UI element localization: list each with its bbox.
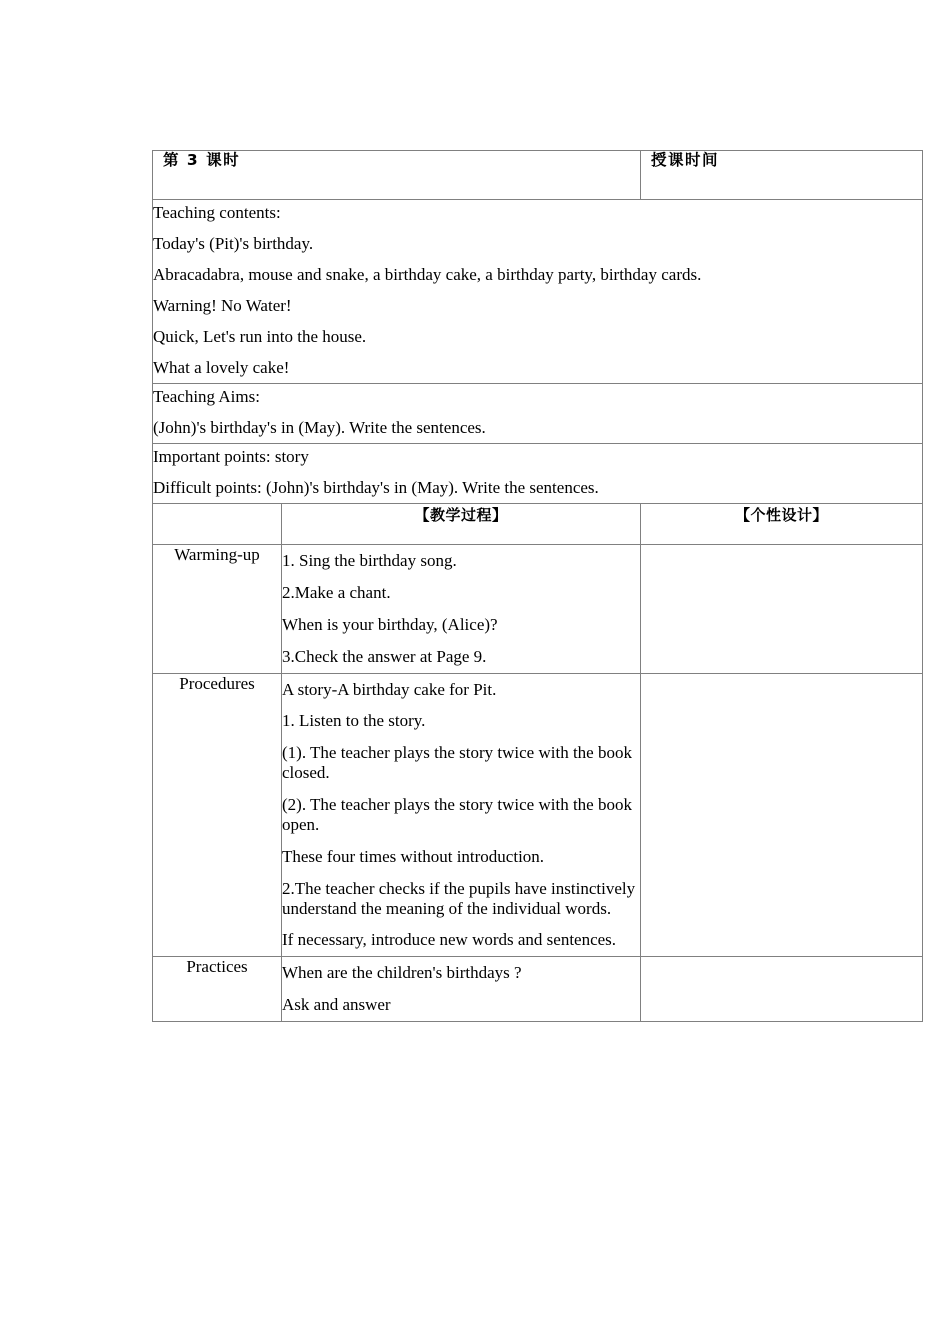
process-cell-practices [282, 957, 641, 1022]
class-time-label: 授课时间 [651, 151, 720, 169]
teaching-contents-line: Today's (Pit)'s birthday. [153, 234, 314, 253]
stage-column-header [153, 504, 282, 545]
stage-label: Practices [186, 957, 248, 977]
teaching-contents-title: Teaching contents: [153, 203, 281, 222]
points-cell [153, 444, 923, 504]
stage-label: Warming-up [174, 545, 260, 564]
personal-design-column-label: 【个性设计】 [735, 506, 829, 524]
process-paragraph: When are the children's birthdays ? [282, 963, 522, 983]
class-time-cell [641, 151, 923, 200]
table-row-teaching-contents [153, 200, 923, 384]
difficult-points-line: Difficult points: (John)'s birthday's in (May). Write the sentences. [153, 478, 599, 497]
process-paragraph: A story-A birthday cake for Pit. [282, 679, 497, 699]
teaching-aims-cell [153, 384, 923, 444]
stage-cell-procedures [153, 673, 282, 957]
process-paragraph: 2.The teacher checks if the pupils have instinctively understand the meaning of the individual words. [282, 878, 636, 918]
important-points-line: Important points: story [153, 447, 309, 466]
stage-cell-warming-up [153, 545, 282, 674]
table-row-practices [153, 957, 923, 1022]
process-paragraph: 1. Listen to the story. [282, 711, 426, 731]
process-cell-procedures [282, 673, 641, 957]
teaching-contents-cell [153, 200, 923, 384]
process-paragraph: 2.Make a chant. [282, 582, 391, 602]
stage-cell-practices [153, 957, 282, 1022]
process-column-header [282, 504, 641, 545]
teaching-contents-line: Abracadabra, mouse and snake, a birthday cake, a birthday party, birthday cards. [153, 265, 702, 284]
table-row-teaching-aims [153, 384, 923, 444]
table-row-header [153, 151, 923, 200]
personal-design-cell-warming-up[interactable] [641, 545, 923, 674]
process-cell-warming-up [282, 545, 641, 674]
teaching-contents-line: Warning! No Water! [153, 296, 292, 315]
process-paragraph: (2). The teacher plays the story twice with the book open. [282, 795, 632, 834]
process-paragraph: If necessary, introduce new words and sentences. [282, 930, 617, 950]
personal-design-cell-procedures[interactable] [641, 673, 923, 957]
process-column-label: 【教学过程】 [414, 506, 508, 524]
lesson-plan-table [152, 150, 923, 1022]
teaching-contents-line: Quick, Let's run into the house. [153, 327, 367, 346]
process-paragraph: Ask and answer [282, 995, 391, 1015]
personal-design-column-header [641, 504, 923, 545]
process-paragraph: When is your birthday, (Alice)? [282, 614, 498, 634]
period-cell [153, 151, 641, 200]
table-row-procedures [153, 673, 923, 957]
personal-design-text [641, 674, 922, 686]
process-paragraph: 3.Check the answer at Page 9. [282, 646, 487, 666]
process-paragraph: 1. Sing the birthday song. [282, 551, 457, 570]
teaching-aims-line: (John)'s birthday's in (May). Write the sentences. [153, 418, 486, 437]
table-row-column-headers [153, 504, 923, 545]
table-row-warming-up [153, 545, 923, 674]
stage-label: Procedures [179, 673, 255, 693]
process-paragraph: These four times without introduction. [282, 846, 545, 866]
teaching-contents-line: What a lovely cake! [153, 358, 290, 377]
personal-design-text [641, 545, 922, 557]
teaching-aims-title: Teaching Aims: [153, 387, 260, 406]
period-label: 第 3 课时 [163, 151, 241, 169]
personal-design-cell-practices[interactable] [641, 957, 923, 1022]
personal-design-text [641, 957, 922, 969]
process-paragraph: (1). The teacher plays the story twice with the book closed. [282, 743, 632, 783]
table-row-points [153, 444, 923, 504]
